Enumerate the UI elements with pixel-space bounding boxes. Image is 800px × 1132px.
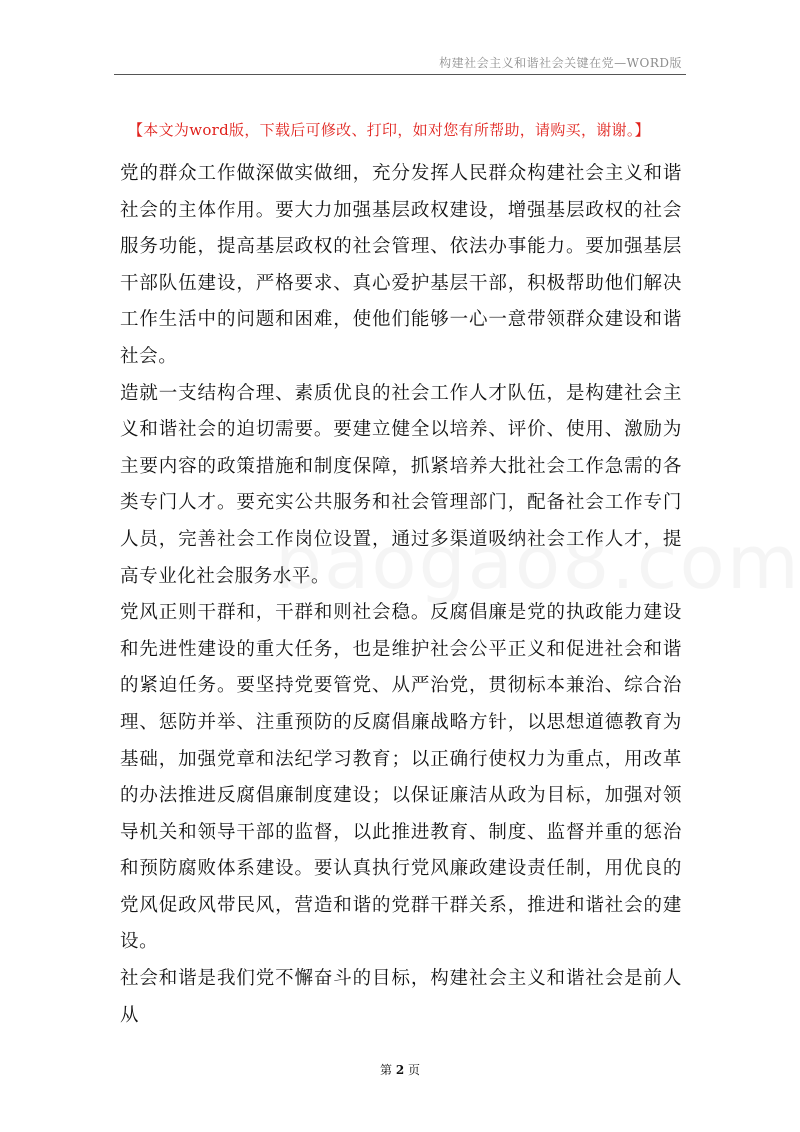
paragraph-4: 社会和谐是我们党不懈奋斗的目标，构建社会主义和谐社会是前人从 xyxy=(120,968,682,1026)
document-body xyxy=(120,156,682,1034)
running-header-title: 构建社会主义和谐社会关键在党—WORD版 xyxy=(439,56,682,70)
page-number-footer xyxy=(0,1061,800,1078)
paragraph-3: 党风正则干群和，干群和则社会稳。反腐倡廉是党的执政能力建设和先进性建设的重大任务，也是维护社会公平正义和促进社会和谐的紧迫任务。要坚持党要管党、从严治党，贯彻标本兼治、综合治理、惩防并举、注重预防的反腐倡廉战略方针，以思想道德教育为基础，加强党章和法纪学习教育；以正确行使权力为重点，用改革的办法推进反腐倡廉制度建设；以保证廉洁从政为目标，加强对领导机关和领导干部的监督，以此推进教育、制度、监督并重的惩治和预防腐败体系建设。要认真执行党风廉政建设责任制，用优良的党风促政风带民风，营造和谐的党群干群关系，推进和谐社会的建设。 xyxy=(120,602,682,953)
page-number: 2 xyxy=(395,1063,405,1077)
header-divider xyxy=(114,74,686,75)
page-suffix: 页 xyxy=(408,1063,421,1077)
page-prefix: 第 xyxy=(379,1063,392,1077)
paragraph-2: 造就一支结构合理、素质优良的社会工作人才队伍，是构建社会主义和谐社会的迫切需要。要建立健全以培养、评价、使用、激励为主要内容的政策措施和制度保障，抓紧培养大批社会工作急需的各类专门人才。要充实公共服务和社会管理部门，配备社会工作专门人员，完善社会工作岗位设置，通过多渠道吸纳社会工作人才，提高专业化社会服务水平。 xyxy=(120,382,682,587)
purchase-notice: 【本文为word版，下载后可修改、打印，如对您有所帮助，请购买，谢谢。】 xyxy=(128,121,650,139)
paragraph-1: 党的群众工作做深做实做细，充分发挥人民群众构建社会主义和谐社会的主体作用。要大力加强基层政权建设，增强基层政权的社会服务功能，提高基层政权的社会管理、依法办事能力。要加强基层干部队伍建设，严格要求、真心爱护基层干部，积极帮助他们解决工作生活中的问题和困难，使他们能够一心一意带领群众建设和谐社会。 xyxy=(120,163,682,367)
